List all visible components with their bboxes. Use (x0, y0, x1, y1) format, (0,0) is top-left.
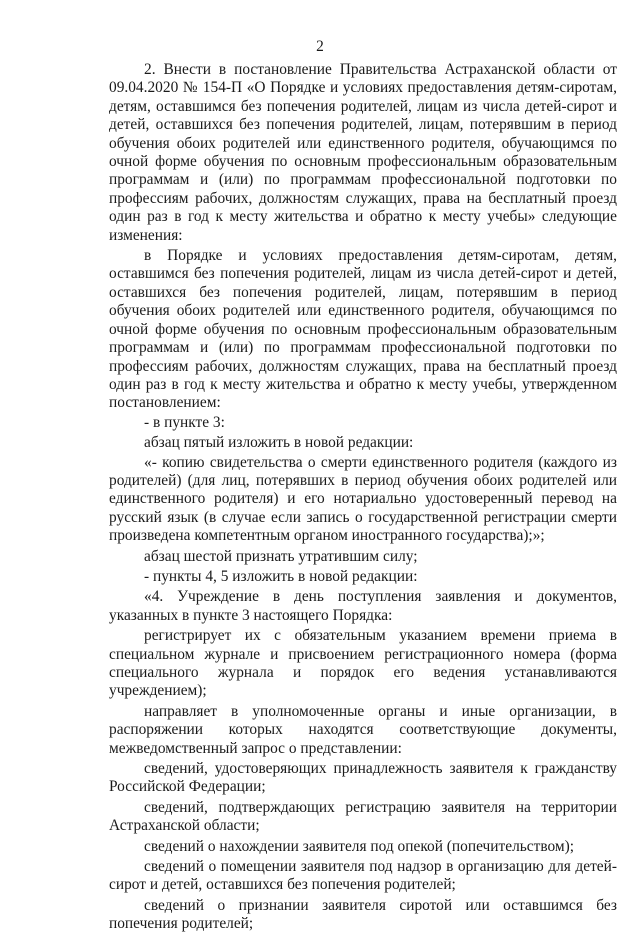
paragraph-point-3: - в пункте 3: (144, 413, 225, 431)
page-number: 2 (316, 38, 324, 55)
document-body (109, 61, 617, 934)
paragraph-registration: регистрирует их с обязательным указанием времени приема в специальном журнале и присвоением регистрационного номера (форма специального журнала и порядок его ведения устанавливаются учреждением); (109, 627, 617, 700)
paragraph-orphan-status: сведений о признании заявителя сиротой или оставшимся без попечения родителей; (109, 896, 617, 933)
paragraph-points-4-5: - пункты 4, 5 изложить в новой редакции: (144, 567, 418, 585)
paragraph-residence-registration: сведений, подтверждающих регистрацию заявителя на территории Астраханской области; (109, 798, 617, 835)
paragraph-amendment-intro: 2. Внести в постановление Правительства Астраханской области от 09.04.2020 № 154-П «О Порядке и условиях предоставления детям-сиротам, детям, оставшимся без попечения родителей, лицам из числа детей-сирот и детей, оставшихся без попечения родителей, лицам, потерявшим в период обучения обоих родителей или единственного родителя, обучающимся по очной форме обучения по основным профессиональным образовательным программам и (или) по программам профессиональной подготовки по профессиям рабочих, должностям служащих, права на бесплатный проезд один раз в год к месту жительства и обратно к месту учебы» следующие изменения: (109, 61, 617, 244)
paragraph-sixth-abzac: абзац шестой признать утратившим силу; (144, 547, 418, 565)
paragraph-guardianship: сведений о нахождении заявителя под опекой (попечительством); (144, 837, 575, 855)
paragraph-point-4: «4. Учреждение в день поступления заявления и документов, указанных в пункте 3 настоящего Порядка: (109, 588, 617, 624)
paragraph-fifth-abzac: абзац пятый изложить в новой редакции: (144, 434, 414, 452)
paragraph-supervision: сведений о помещении заявителя под надзор в организацию для детей-сирот и детей, оставшихся без попечения родителей; (109, 858, 617, 894)
paragraph-procedure-title: в Порядке и условиях предоставления детям-сиротам, детям, оставшимся без попечения родителей, лицам из числа детей-сирот и детей, оставшихся без попечения родителей, лицам, потерявшим в период обучения обоих родителей или единственного родителя, обучающимся по очной форме обучения по основным профессиональным образовательным программам и (или) по программам профессиональной подготовки по профессиям рабочих, должностям служащих, права на бесплатный проезд один раз в год к месту жительства и обратно к месту учебы, утвержденном постановлением: (109, 247, 617, 412)
paragraph-death-certificate: «- копию свидетельства о смерти единственного родителя (каждого из родителей) (для лиц, потерявших в период обучения обоих родителей или единственного родителя) и его нотариально удостоверенный перевод на русский язык (в случае если запись о государственной регистрации смерти произведена компетентным органом иностранного государства);»; (109, 453, 617, 545)
paragraph-interagency-request: направляет в уполномоченные органы и иные организации, в распоряжении которых находятся соответствующие документы, межведомственный запрос о представлении: (109, 702, 617, 757)
paragraph-citizenship: сведений, удостоверяющих принадлежность заявителя к гражданству Российской Федерации; (109, 760, 617, 796)
